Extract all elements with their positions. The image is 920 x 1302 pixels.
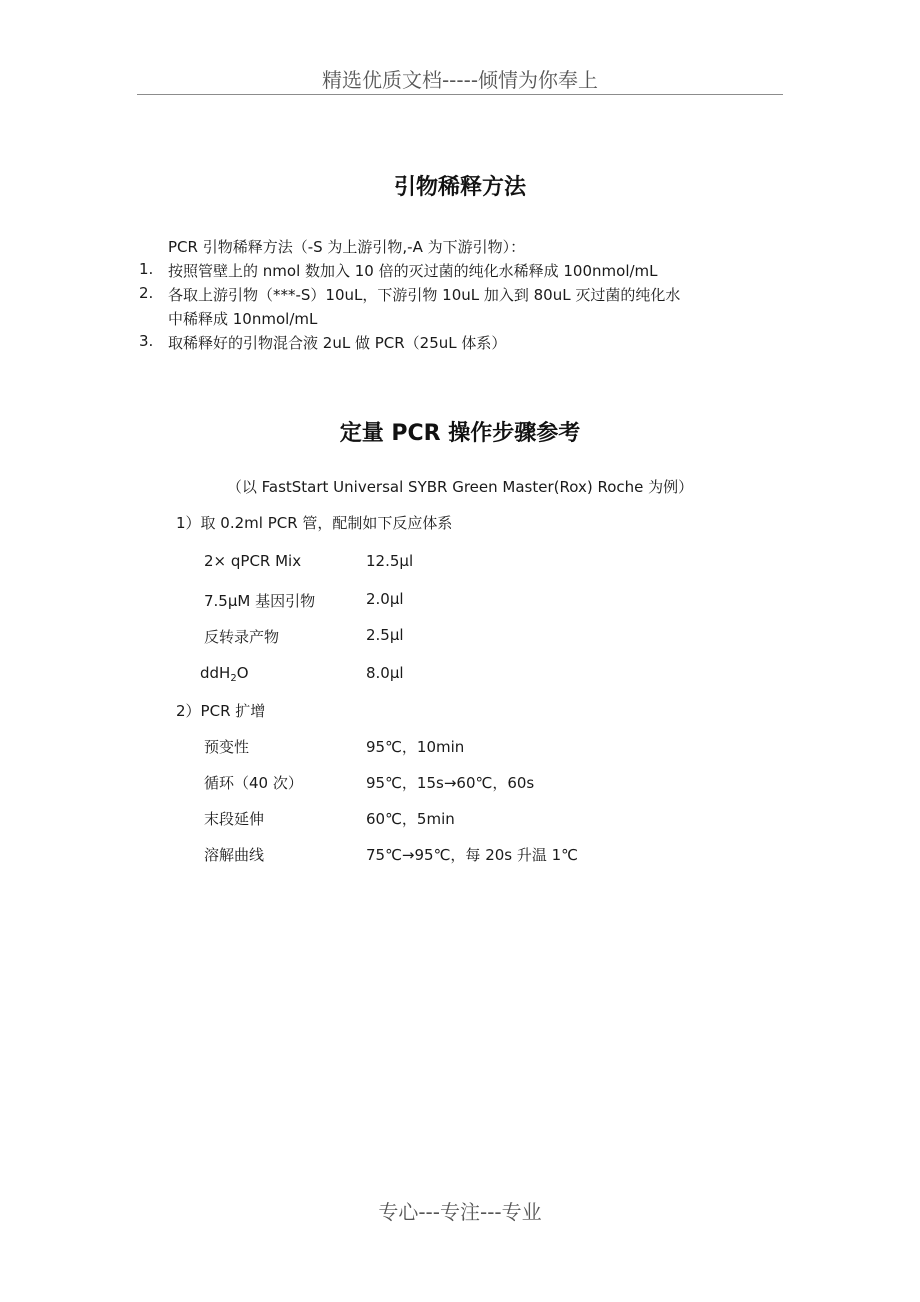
reagent-volume: 2.0μl — [366, 590, 404, 608]
page-header: 精选优质文档-----倾情为你奉上 — [321, 68, 599, 92]
reagent-volume: 12.5μl — [366, 552, 414, 570]
reagent-name: 2× qPCR Mix — [204, 552, 302, 570]
water-name-suffix: O — [236, 664, 249, 682]
reagent-name: 反转录产物 — [204, 628, 280, 646]
water-name-subscript: 2 — [230, 673, 237, 684]
program-stage: 循环（40 次） — [204, 774, 303, 792]
list-item-text-continued: 中稀释成 10nmol/mL — [168, 310, 318, 328]
step-1-heading: 1）取 0.2ml PCR 管，配制如下反应体系 — [176, 514, 453, 532]
primer-intro: PCR 引物稀释方法（-S 为上游引物,-A 为下游引物）： — [168, 238, 526, 256]
list-item-text: 取稀释好的引物混合液 2uL 做 PCR（25uL 体系） — [168, 334, 507, 352]
list-number: 2. — [139, 284, 154, 302]
header-divider — [137, 94, 783, 95]
list-item-text: 按照管壁上的 nmol 数加入 10 倍的灭过菌的纯化水稀释成 100nmol/mL — [168, 262, 658, 280]
list-number: 1. — [139, 260, 154, 278]
program-condition: 95℃，15s→60℃，60s — [366, 774, 535, 792]
section-title-primer-dilution: 引物稀释方法 — [393, 175, 526, 200]
reagent-name-water — [200, 664, 249, 682]
page-footer: 专心---专注---专业 — [378, 1200, 542, 1224]
program-condition: 75℃→95℃，每 20s 升温 1℃ — [366, 846, 579, 864]
reagent-volume: 2.5μl — [366, 626, 404, 644]
list-number: 3. — [139, 332, 154, 350]
reagent-name: 7.5μM 基因引物 — [204, 592, 316, 610]
reagent-volume: 8.0μl — [366, 664, 404, 682]
water-name-prefix: ddH — [200, 664, 231, 682]
program-stage: 末段延伸 — [204, 810, 265, 828]
step-2-heading: 2）PCR 扩增 — [176, 702, 266, 720]
section-title-qpcr: 定量 PCR 操作步骤参考 — [339, 421, 581, 446]
qpcr-subtitle: （以 FastStart Universal SYBR Green Master(Rox) Roche 为例） — [226, 478, 694, 496]
program-condition: 60℃，5min — [366, 810, 455, 828]
program-condition: 95℃，10min — [366, 738, 465, 756]
program-stage: 预变性 — [204, 738, 250, 756]
program-stage: 溶解曲线 — [204, 846, 265, 864]
list-item-text: 各取上游引物（***-S）10uL，下游引物 10uL 加入到 80uL 灭过菌的纯化水 — [168, 286, 681, 304]
